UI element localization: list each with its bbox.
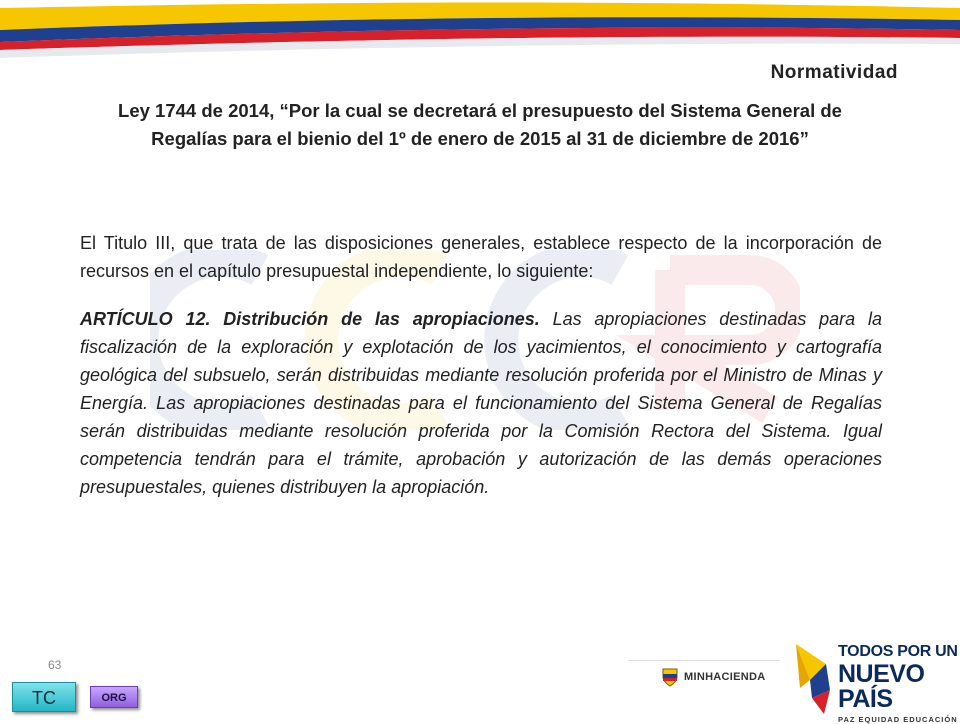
minhacienda-text: MINHACIENDA	[684, 671, 766, 683]
org-button[interactable]: ORG	[90, 686, 138, 708]
campaign-line-2: NUEVO PAÍS	[838, 660, 925, 713]
law-title-line-2: Regalías para el bienio del 1º de enero de 2015 al 31 de diciembre de 2016”	[151, 128, 809, 149]
minhacienda-logo	[640, 660, 778, 694]
section-label: Normatividad	[770, 62, 898, 83]
nuevo-pais-symbol-icon	[790, 642, 838, 716]
campaign-line-1: TODOS POR UN	[838, 643, 958, 660]
coat-of-arms-icon	[662, 667, 678, 687]
campaign-line-3: PAZ EQUIDAD EDUCACIÓN	[838, 715, 958, 724]
body-text	[80, 229, 882, 521]
article-heading: ARTÍCULO 12. Distribución de las apropiaciones.	[80, 309, 540, 329]
tc-button[interactable]: TC	[12, 682, 76, 712]
intro-paragraph: El Titulo III, que trata de las disposiciones generales, establece respecto de la incorporación de recursos en el capítulo presupuestal independiente, lo siguiente:	[80, 233, 882, 281]
flag-ribbon	[0, 0, 960, 60]
nuevo-pais-logo	[790, 640, 958, 724]
article-text: Las apropiaciones destinadas para la fiscalización de la exploración y explotación de los yacimientos, el conocimiento y cartografía geológica del subsuelo, serán distribuidas mediante resolución proferida por el Ministro de Minas y Energía. Las apropiaciones destinadas para el funcionamiento del Sistema General de Regalías serán distribuidas mediante resolución proferida por la Comisión Rectora del Sistema. Igual competencia tendrán para el trámite, aprobación y autorización de las demás operaciones presupuestales, quienes distribuyen la apropiación.	[80, 309, 882, 497]
law-title	[60, 97, 900, 153]
law-title-line-1: Ley 1744 de 2014, “Por la cual se decretará el presupuesto del Sistema General de	[118, 100, 842, 121]
page-number: 63	[48, 658, 62, 672]
article-paragraph	[80, 305, 882, 501]
